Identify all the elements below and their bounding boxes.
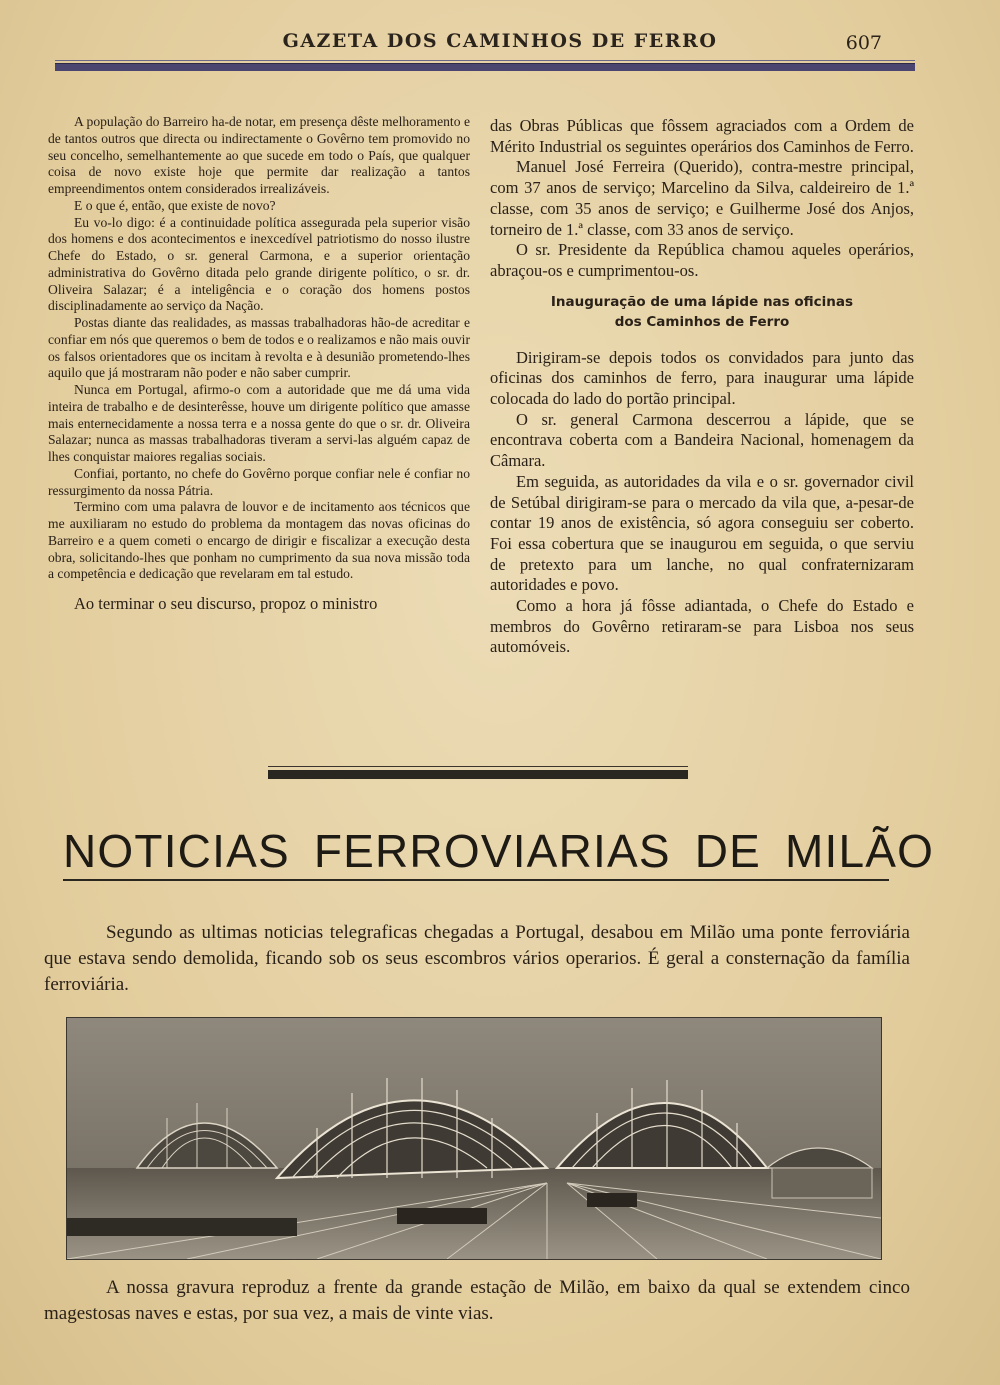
right-paragraph: Em seguida, as autoridades da vila e o sr. governador civil de Setúbal dirigiram-se para o mercado da vila que, a-pesar-de contar 19 anos de existência, só agora conseguiu ser coberto. Foi essa cobertura que se inaugurou em seguida, o que serviu de pretexto para um lanche, no qual confraternizaram autoridades e povo.: [490, 471, 914, 595]
right-paragraph: Como a hora já fôsse adiantada, o Chefe do Estado e membros do Govêrno retiraram-se para Lisboa nos seus automóveis.: [490, 596, 914, 657]
left-paragraph: Nunca em Portugal, afirmo-o com a autoridade que me dá uma vida inteira de trabalho e de desinterêsse, houve um dirigente político que amasse mais enternecidamente a nossa terra e a nossa gente do que o sr. dr. Oliveira Salazar; nunca as massas trabalhadoras tiveram a servi-las alguém capaz de lhes conquistar maiores regalias sociais.: [48, 382, 470, 464]
right-paragraph: O sr. Presidente da República chamou aqueles operários, abraçou-os e cumprimentou-os.: [490, 240, 914, 280]
journal-title: GAZETA DOS CAMINHOS DE FERRO: [282, 30, 718, 52]
caption-paragraph: A nossa gravura reproduz a frente da grande estação de Milão, em baixo da qual se extendem cinco magestosas naves e estas, por sua vez, a mais de vinte vias.: [44, 1277, 910, 1324]
left-paragraph: Eu vo-lo digo: é a continuidade política assegurada pela superior visão dos homens e dos acontecimentos e inexcedível patriotismo do nosso ilustre Chefe do Estado, o sr. general Carmona, e a superior orientação administrativa do Govêrno ditada pelo grande dirigente político, o sr. dr. Oliveira Salazar; é a inteligência e o coração dos homens postos disciplinadamente ao serviço da Nação.: [48, 214, 470, 314]
right-column: [490, 116, 914, 658]
page-number: 607: [845, 32, 882, 54]
intro-paragraph: Segundo as ultimas noticias telegraficas chegadas a Portugal, desabou em Milão uma ponte ferroviária que estava sendo demolida, ficando sob os seus escombros vários operarios. É geral a consternação da família ferroviária.: [44, 922, 910, 995]
header-rule: [55, 63, 915, 71]
left-paragraph: Postas diante das realidades, as massas trabalhadoras hão-de acreditar e confiar em nós que queremos o bem de todos e o realizamos e não mais ouvir os falsos orientadores que os incitam à revolta e à desunião prometendo-lhes aquilo que já mostraram não poder e não saber cumprir.: [48, 315, 470, 381]
photo-caption: [44, 1275, 910, 1327]
left-paragraph: A população do Barreiro ha-de notar, em presença dêste melhoramento e de tantos outros que directa ou indirectamente o Govêrno tem promovido no seu concelho, semelhantemente ao que sucede em todo o País, que qualquer coisa de novo existe hoje que permite dar realização a tantos empreendimentos ontem considerados irrealizáveis.: [48, 114, 470, 196]
right-paragraph: das Obras Públicas que fôssem agraciados com a Ordem de Mérito Industrial os seguintes operários dos Caminhos de Ferro.: [490, 116, 914, 156]
section-divider-thin: [268, 766, 688, 767]
station-engraving-image: [67, 1018, 881, 1259]
left-paragraph: Termino com uma palavra de louvor e de incitamento aos técnicos que me auxiliaram no estudo do problema da montagem das novas oficinas do Barreiro e a quem cometi o encargo de dirigir e fiscalizar a execução desta obra, solicitando-lhes que ponham no cumprimento da sua nova missão toda a competência e dedicação que revelaram em tal estudo.: [48, 499, 470, 582]
right-paragraph: Manuel José Ferreira (Querido), contra-mestre principal, com 37 anos de serviço; Marcelino da Silva, caldeireiro de 1.ª classe, com 35 anos de serviço; e Guilherme José dos Anjos, torneiro de 1.ª classe, com 33 anos de serviço.: [490, 157, 914, 239]
headline-underline: [63, 879, 889, 881]
left-paragraph: Confiai, portanto, no chefe do Govêrno porque confiar nele é confiar no ressurgimento da nossa Pátria.: [48, 465, 470, 498]
article-headline: NOTICIAS FERROVIARIAS DE MILÃO: [63, 825, 935, 877]
right-paragraph: O sr. general Carmona descerrou a lápide, que se encontrava coberta com a Bandeira Nacional, homenagem da Câmara.: [490, 409, 914, 471]
header-rule-thin: [55, 60, 915, 61]
subheading-line-2: dos Caminhos de Ferro: [614, 313, 790, 330]
subheading-line-1: Inauguração de uma lápide nas oficinas: [550, 293, 854, 310]
section-divider: [268, 770, 688, 779]
section-subheading: [490, 292, 914, 332]
left-closing-line: Ao terminar o seu discurso, propoz o ministro: [74, 594, 378, 613]
article-intro: [44, 920, 910, 998]
left-column: [48, 114, 470, 615]
left-paragraph: E o que é, então, que existe de novo?: [74, 197, 276, 213]
station-photograph: [66, 1017, 882, 1260]
right-paragraph: Dirigiram-se depois todos os convidados para junto das oficinas dos caminhos de ferro, para inaugurar uma lápide colocada do lado do portão principal.: [490, 347, 914, 409]
